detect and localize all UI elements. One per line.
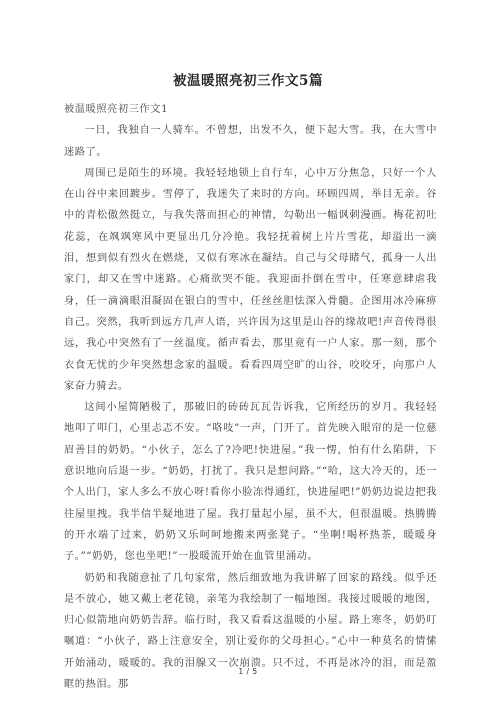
section-subtitle: 被温暖照亮初三作文1 <box>64 104 169 115</box>
document-body <box>64 99 437 695</box>
paragraph-3: 这间小屋简陋极了，那破旧的砖砖瓦瓦告诉我，它所经历的岁月。我轻轻地叩了叩门，心里忐忑不安。“咯吱”一声，门开了。首先映入眼帘的是一位慈眉善目的奶奶。“小伙子，怎么了?冷吧!快进屋。”我一愣，怕有什么陷阱，下意识地向后退一步。“奶奶，打扰了。我只是想问路。”“哈，这大冷天的，还一个人出门，家人多么不放心呀!看你小脸冻得通红，快进屋吧!”奶奶边说边把我往屋里拽。我半信半疑地进了屋。我打量起小屋，虽不大，但很温暖。热腾腾的开水端了过来，奶奶又乐呵呵地搬来两张凳子。“坐啊!喝杯热茶，暖暖身子。”“奶奶，您也坐吧!”一股暖流开始在血管里涌动。 <box>64 402 437 563</box>
paragraph-2: 周围已是陌生的环境。我轻轻地锁上自行车，心中万分焦急，只好一个人在山谷中来回踱步。雪停了，我迷失了来时的方向。环顾四周，举目无亲。谷中的青松傲然挺立，与我失落而担心的神情，勾勒出一幅讽刺漫画。梅花初吐花蕊，在飒飒寒风中更显出几分冷艳。我轻抚着树上片片雪花，却溢出一滴泪，想到似有烈火在燃烧，又似有寒冰在凝结。自己与父母睹气，孤身一人出家门，却又在雪中迷路。心痛欲哭不能。我迎面扑倒在雪中，任寒意肆虐我身，任一滴滴眼泪凝固在银白的雪中，任丝丝胆怯深入骨髓。企图用冰冷麻痹自己。突然，我听到远方几声人语，兴许因为这里是山谷的缘故吧!声音传得很远，我心中突然有了一丝温度。循声看去，那里竟有一户人家。那一刻，那个衣食无忧的少年突然想念家的温暖。看看四周空旷的山谷，咬咬牙，向那户人家奋力骑去。 <box>64 167 437 392</box>
paragraph-1: 一日，我独自一人骑车。不曾想，出发不久，便下起大雪。我，在大雪中迷路了。 <box>64 125 437 158</box>
paragraph-4: 奶奶和我随意扯了几句家常，然后细致地为我讲解了回家的路线。似乎还是不放心，她又戴上老花镜，亲笔为我绘制了一幅地图。我接过暖暖的地图，归心似箭地向奶奶告辞。临行时，我又看看这温暖的小屋。路上寒冬，奶奶叮嘱道：“小伙子，路上注意安全，别让爱你的父母担心。”心中一种莫名的情愫开始涌动，暖暖的。我的泪腺又一次崩溃。只不过，不再是冰冷的泪，而是盈眶的热泪。那 <box>64 572 437 691</box>
page-indicator: 1 / 5 <box>238 667 258 676</box>
document-title: 被温暖照亮初三作文5篇 <box>173 73 323 89</box>
